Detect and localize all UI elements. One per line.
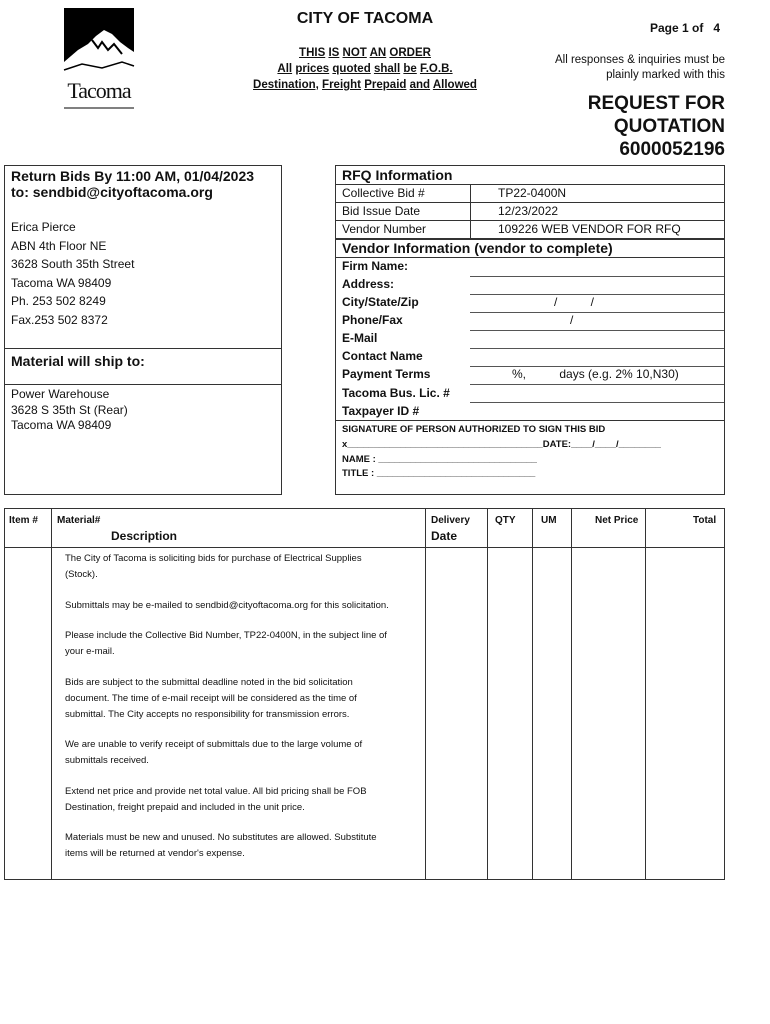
buyer-contact: Erica Pierce ABN 4th Floor NE 3628 South 35th Street Tacoma WA 98409 Ph. 253 502 8249 Fax.253 502 8372: [11, 220, 135, 327]
taxpayer-id-label: Taxpayer ID #: [342, 404, 420, 418]
business-license-label: Tacoma Bus. Lic. #: [342, 386, 450, 400]
vendor-number-value: 109226 WEB VENDOR FOR RFQ: [498, 222, 681, 236]
vendor-info-heading: Vendor Information (vendor to complete): [342, 240, 613, 256]
description-text: [65, 551, 395, 877]
col-qty: QTY: [495, 515, 516, 526]
paragraph: Submittals may be e-mailed to sendbid@cityoftacoma.org for this solicitation.: [65, 599, 389, 611]
title-line: TITLE : ______________________________: [342, 468, 536, 479]
signature-title: SIGNATURE OF PERSON AUTHORIZED TO SIGN THIS BID: [342, 424, 606, 435]
firm-name-label: Firm Name:: [342, 259, 409, 273]
vendor-number-label: Vendor Number: [342, 222, 427, 236]
payment-terms-label: Payment Terms: [342, 367, 431, 381]
col-net-price: Net Price: [595, 515, 639, 526]
page-indicator: Page 1 of 4: [649, 21, 720, 35]
items-table: [4, 508, 725, 880]
paragraph: We are unable to verify receipt of submittals due to the large volume of submittals received.: [65, 739, 363, 766]
ship-to-heading: Material will ship to:: [11, 353, 145, 369]
col-delivery: Delivery: [431, 515, 470, 526]
email-label: E-Mail: [342, 331, 378, 345]
fob-line-2: Destination, Freight Prepaid and Allowed: [253, 79, 477, 91]
col-date: Date: [431, 529, 458, 543]
not-an-order-notice: [236, 45, 494, 93]
rfq-title: REQUEST FOR QUOTATION 6000052196: [540, 92, 725, 161]
phone-fax-label: Phone/Fax: [342, 313, 403, 327]
phone-slash: /: [570, 313, 574, 327]
col-description: Description: [111, 529, 178, 543]
return-bids-heading: Return Bids By 11:00 AM, 01/04/2023 to: sendbid@cityoftacoma.org: [11, 168, 255, 200]
not-order-line: THIS IS NOT AN ORDER: [299, 47, 431, 59]
paragraph: Materials must be new and unused. No substitutes are allowed. Substitute items will be returned at vendor's expense.: [65, 832, 377, 859]
city-state-zip-label: City/State/Zip: [342, 295, 419, 309]
rfq-number: 6000052196: [619, 139, 725, 160]
col-um: UM: [541, 515, 557, 526]
responses-note: All responses & inquiries must be plainly marked with this: [554, 54, 725, 81]
contact-name-label: Contact Name: [342, 349, 423, 363]
bid-issue-date-value: 12/23/2022: [498, 204, 559, 218]
signature-line: x_____________________________________DATE:____/____/________: [342, 439, 661, 450]
col-total: Total: [693, 515, 717, 526]
name-line: NAME : ______________________________: [342, 454, 537, 465]
paragraph: Please include the Collective Bid Number, TP22-0400N, in the subject line of your e-mail.: [65, 630, 387, 657]
city-title: CITY OF TACOMA: [296, 10, 434, 27]
logo-text: Tacoma: [67, 78, 131, 103]
collective-bid-value: TP22-0400N: [498, 186, 567, 200]
rfq-info-box: [335, 165, 725, 495]
city-logo: [62, 6, 136, 114]
city-slashes: / /: [554, 295, 595, 309]
return-bids-box: [4, 165, 282, 495]
bid-issue-date-label: Bid Issue Date: [342, 204, 421, 218]
ship-to-address: Power Warehouse 3628 S 35th St (Rear) Tacoma WA 98409: [11, 387, 128, 432]
collective-bid-label: Collective Bid #: [342, 186, 425, 200]
fob-line-1: All prices quoted shall be F.O.B.: [277, 63, 453, 75]
paragraph: The City of Tacoma is soliciting bids for purchase of Electrical Supplies (Stock).: [65, 553, 362, 580]
payment-terms-hint: %, days (e.g. 2% 10,N30): [512, 367, 679, 381]
col-material: Material#: [57, 515, 101, 526]
paragraph: Extend net price and provide net total value. All bid pricing shall be FOB Destination, freight prepaid and included in the unit price.: [65, 785, 367, 813]
rfq-info-heading: RFQ Information: [342, 167, 453, 183]
paragraph: Bids are subject to the submittal deadline noted in the bid solicitation document. The time of e-mail receipt will be considered as the time of submittal. The City accepts no responsibility for transmission errors.: [65, 676, 357, 720]
address-label: Address:: [342, 277, 395, 291]
col-item: Item #: [9, 515, 38, 526]
